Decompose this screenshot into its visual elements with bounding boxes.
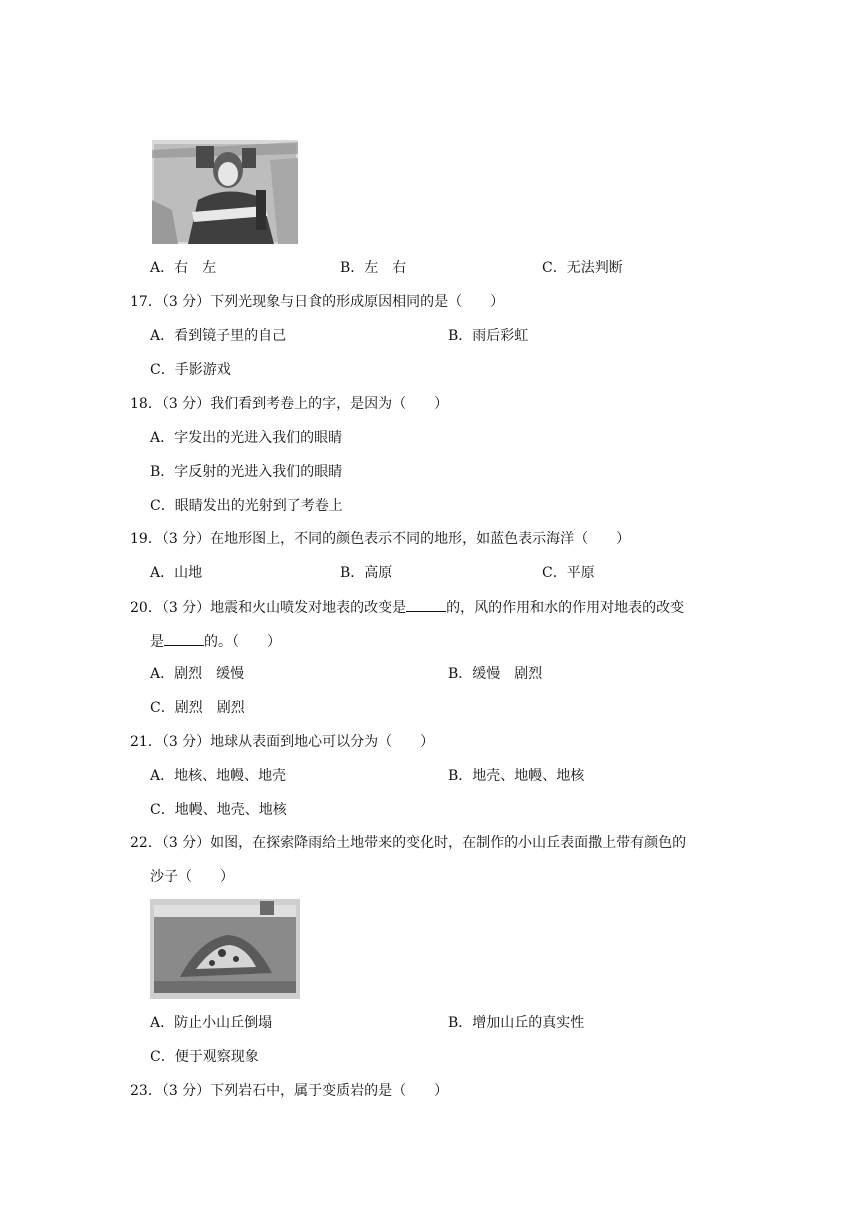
q17-option-b: B．雨后彩虹: [448, 328, 529, 344]
q20-option-c: C．剧烈 剧烈: [150, 700, 245, 716]
mirror-photo: [152, 140, 298, 244]
q20-stem-line2-end: 的。（ ）: [204, 634, 281, 650]
q16-option-c: C．无法判断: [542, 260, 623, 276]
q20-option-a: A．剧烈 缓慢: [150, 666, 245, 682]
q20-stem-part1: 20．（3 分）地震和火山喷发对地表的改变是: [130, 600, 407, 616]
q23-stem: 23．（3 分）下列岩石中，属于变质岩的是（ ）: [130, 1083, 449, 1099]
q22-option-c: C．便于观察现象: [150, 1049, 259, 1065]
q19-stem: 19．（3 分）在地形图上，不同的颜色表示不同的地形，如蓝色表示海洋（ ）: [130, 531, 631, 547]
q20-blank-1: [406, 597, 446, 612]
q18-option-c: C．眼睛发出的光射到了考卷上: [150, 498, 343, 514]
q17-stem: 17．（3 分）下列光现象与日食的形成原因相同的是（ ）: [130, 294, 505, 310]
q19-option-b: B．高原: [340, 565, 393, 581]
q21-stem: 21．（3 分）地球从表面到地心可以分为（ ）: [130, 734, 435, 750]
q22-option-b: B．增加山丘的真实性: [448, 1015, 585, 1031]
q20-blank-2: [164, 631, 204, 646]
q17-option-c: C．手影游戏: [150, 362, 231, 378]
q18-option-b: B．字反射的光进入我们的眼睛: [150, 464, 343, 480]
q16-option-b: B．左 右: [340, 260, 407, 276]
q20-stem-line2-start: 是: [150, 634, 164, 650]
q16-option-a: A．右 左: [150, 260, 217, 276]
q20-option-b: B．缓慢 剧烈: [448, 666, 543, 682]
q20-stem-line2: [150, 631, 281, 652]
q21-option-b: B．地壳、地幔、地核: [448, 768, 585, 784]
q19-option-a: A．山地: [150, 565, 203, 581]
q20-stem-part2: 的，风的作用和水的作用对地表的改变: [446, 600, 685, 616]
q22-stem-line2: 沙子（ ）: [150, 869, 234, 885]
q21-option-c: C．地幔、地壳、地核: [150, 802, 287, 818]
q20-stem-line1: [130, 597, 684, 618]
q18-stem: 18．（3 分）我们看到考卷上的字，是因为（ ）: [130, 396, 449, 412]
q19-option-c: C．平原: [542, 565, 595, 581]
q21-option-a: A．地核、地幔、地壳: [150, 768, 287, 784]
q18-option-a: A．字发出的光进入我们的眼睛: [150, 430, 343, 446]
q22-stem-line1: 22．（3 分）如图，在探索降雨给土地带来的变化时，在制作的小山丘表面撒上带有颜色的: [130, 835, 687, 851]
q17-option-a: A．看到镜子里的自己: [150, 328, 287, 344]
sand-hill-photo: [150, 899, 300, 999]
q22-option-a: A．防止小山丘倒塌: [150, 1015, 273, 1031]
